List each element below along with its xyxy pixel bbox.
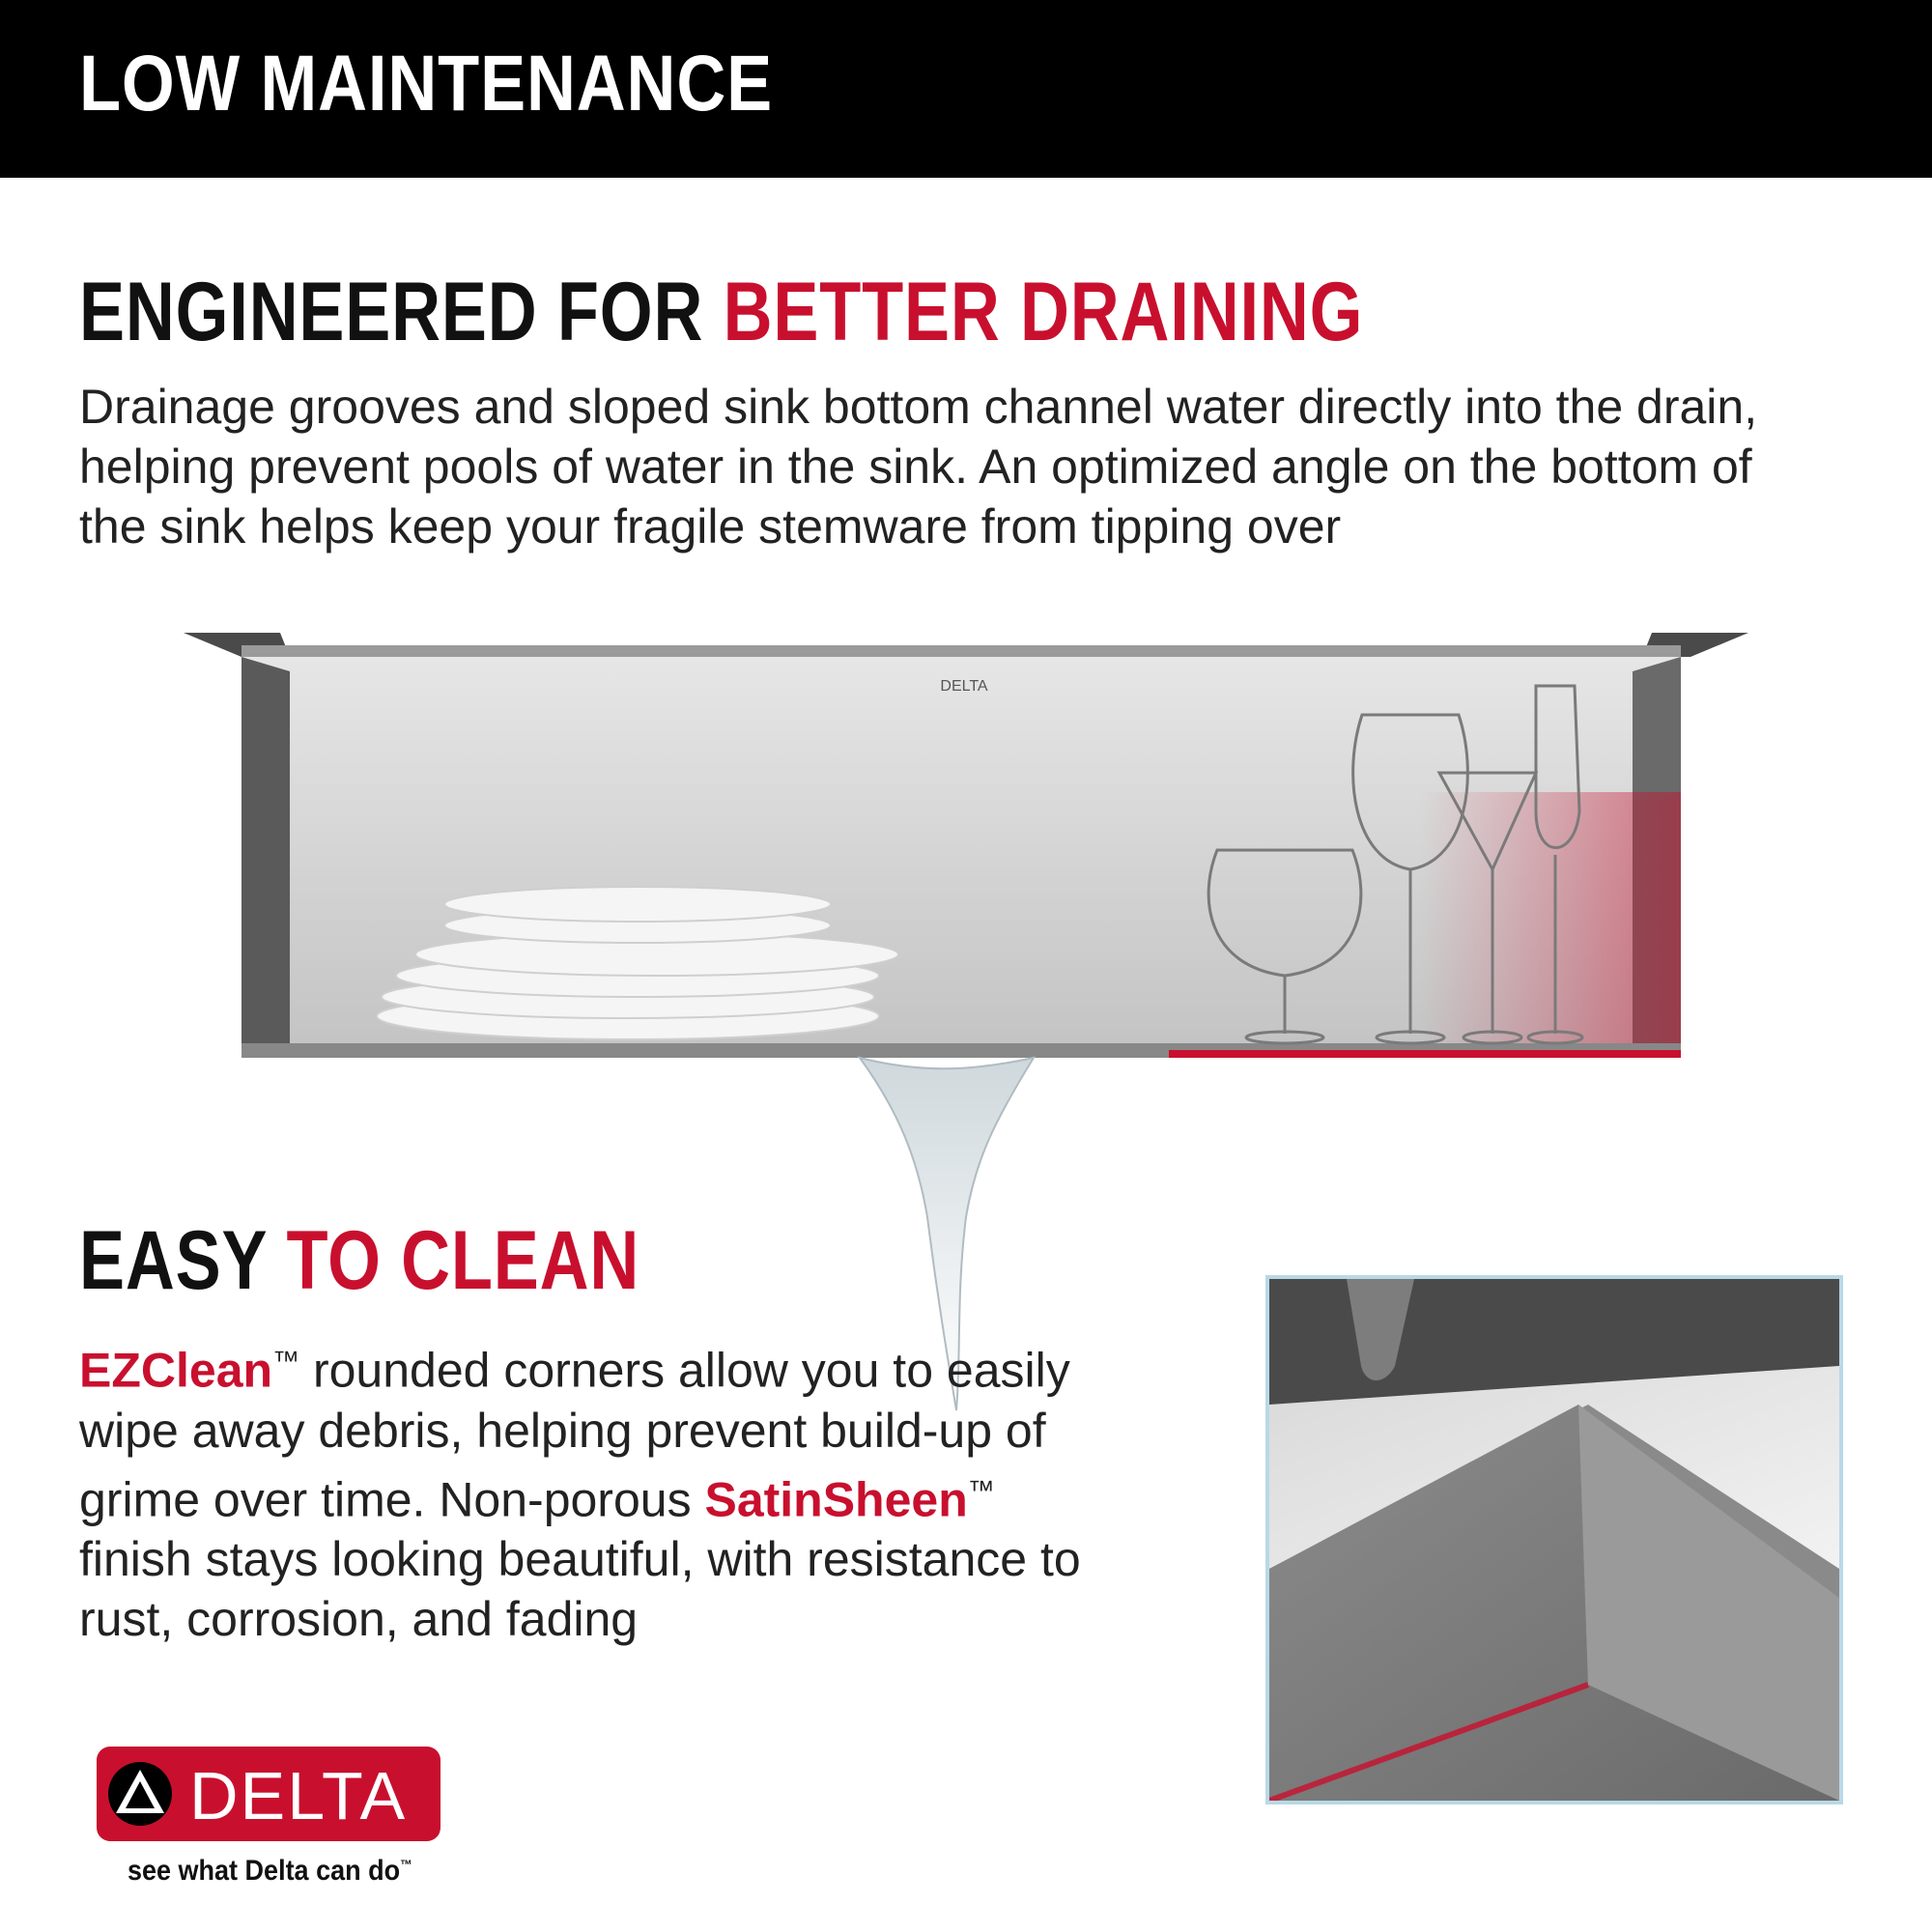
cleaning-text-1: rounded corners allow you to easily wipe away debris, helping prevent build-up of grime over time. Non-porous — [79, 1343, 1070, 1527]
draining-description: Drainage grooves and sloped sink bottom channel water directly into the drain, helping prevent pools of water in the sink. An optimized angle on the bottom of the sink helps keep your fragile stemware from tipping over — [79, 380, 1758, 554]
satinsheen-brand: SatinSheen — [704, 1472, 968, 1527]
sink-brand-mark: DELTA — [940, 678, 988, 695]
cleaning-heading — [79, 1214, 640, 1307]
sink-corner-photo — [1265, 1275, 1843, 1804]
ezclean-brand: EZClean — [79, 1343, 273, 1398]
cleaning-heading-plain: EASY — [79, 1214, 287, 1307]
logo-tagline — [128, 1855, 412, 1888]
delta-logo-text: DELTA — [189, 1758, 408, 1833]
header-banner — [0, 0, 1932, 178]
ezclean-tm: ™ — [272, 1346, 300, 1376]
cleaning-text-2: finish stays looking beautiful, with resistance to rust, corrosion, and fading — [79, 1532, 1081, 1647]
tagline-tm: ™ — [400, 1857, 412, 1872]
draining-heading-plain: ENGINEERED FOR — [79, 266, 724, 358]
draining-heading — [79, 266, 1364, 358]
cleaning-heading-highlight: TO CLEAN — [286, 1214, 640, 1307]
delta-logo — [97, 1747, 440, 1841]
plates-stack — [377, 887, 898, 1039]
tagline-text: see what Delta can do — [128, 1855, 401, 1887]
satinsheen-tm: ™ — [967, 1474, 995, 1505]
banner-title: LOW MAINTENANCE — [79, 40, 774, 128]
delta-triangle-icon — [106, 1760, 174, 1828]
draining-heading-highlight: BETTER DRAINING — [723, 266, 1364, 358]
sink-corner-image — [1269, 1279, 1839, 1801]
cleaning-description — [79, 1331, 1084, 1649]
